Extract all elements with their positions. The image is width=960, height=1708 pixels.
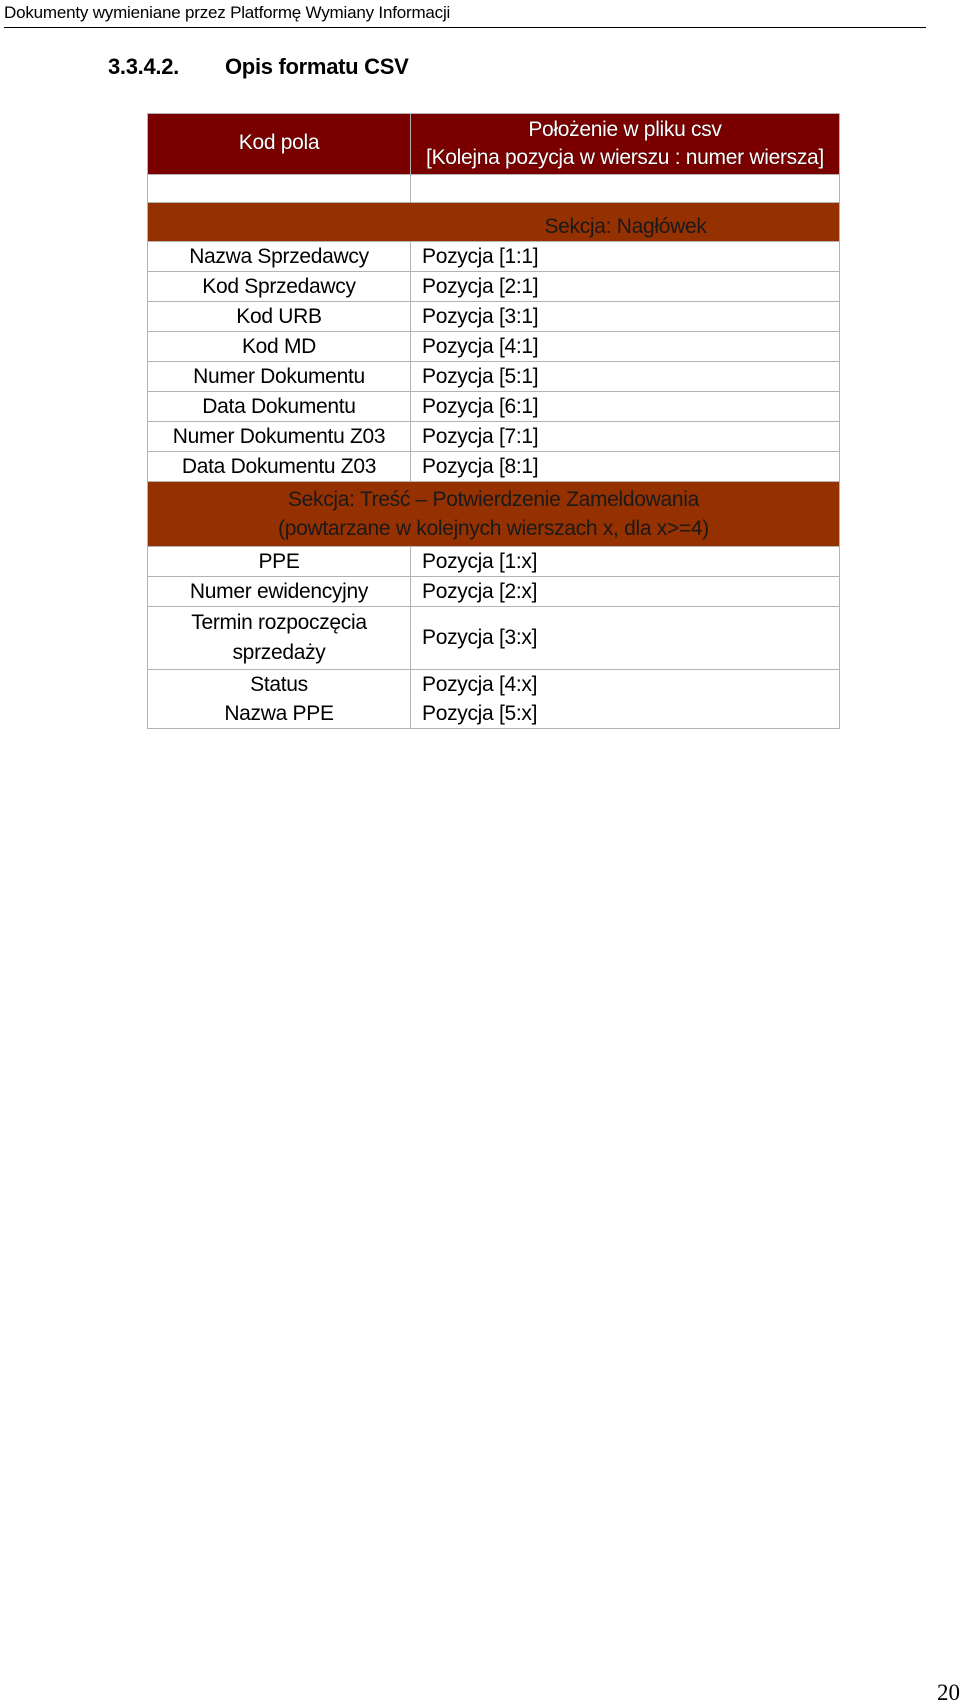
section-label-body (148, 482, 840, 547)
field-code: Numer ewidencyjny (148, 577, 411, 607)
table-row (148, 332, 840, 362)
field-position-line2: Pozycja [5:x] (422, 702, 538, 725)
field-code: Kod MD (148, 332, 411, 362)
table-row (148, 272, 840, 302)
table-row (148, 392, 840, 422)
field-position: Pozycja [2:x] (411, 577, 840, 607)
field-code (148, 607, 411, 670)
table-row (148, 242, 840, 272)
blank-cell (411, 175, 840, 203)
table-header-row (148, 114, 840, 175)
table-row (148, 577, 840, 607)
field-code (148, 670, 411, 729)
section-title: Opis formatu CSV (225, 54, 409, 79)
section-label-body-line2: (powtarzane w kolejnych wierszach x, dla x>=4) (278, 517, 709, 540)
blank-cell (148, 175, 411, 203)
field-position: Pozycja [2:1] (411, 272, 840, 302)
field-code-line1: Termin rozpoczęcia (191, 611, 367, 634)
field-position: Pozycja [6:1] (411, 392, 840, 422)
table-row (148, 302, 840, 332)
table-row (148, 670, 840, 729)
field-position: Pozycja [4:1] (411, 332, 840, 362)
field-position: Pozycja [5:1] (411, 362, 840, 392)
column-header-position (411, 114, 840, 175)
field-code: Numer Dokumentu Z03 (148, 422, 411, 452)
table-row (148, 422, 840, 452)
field-code-line1: Status (250, 673, 308, 696)
table-row (148, 452, 840, 482)
field-code: PPE (148, 547, 411, 577)
section-row-header (148, 203, 840, 242)
field-code-line2: Nazwa PPE (224, 702, 334, 725)
section-label-body-line1: Sekcja: Treść – Potwierdzenie Zameldowania (287, 488, 700, 511)
column-header-code: Kod pola (148, 114, 411, 175)
page-number: 20 (937, 1680, 960, 1705)
field-code: Numer Dokumentu (148, 362, 411, 392)
section-heading (108, 54, 408, 80)
field-code-line2: sprzedaży (232, 641, 326, 664)
csv-format-table (147, 113, 840, 729)
table-row (148, 607, 840, 670)
running-header: Dokumenty wymieniane przez Platformę Wymiany Informacji (4, 2, 926, 28)
field-code: Kod URB (148, 302, 411, 332)
field-position (411, 670, 840, 729)
field-position: Pozycja [7:1] (411, 422, 840, 452)
field-code: Nazwa Sprzedawcy (148, 242, 411, 272)
column-header-position-line1: Położenie w pliku csv (528, 118, 722, 141)
field-position: Pozycja [3:x] (411, 607, 840, 670)
field-code: Kod Sprzedawcy (148, 272, 411, 302)
field-position: Pozycja [3:1] (411, 302, 840, 332)
table-row (148, 547, 840, 577)
table-row (148, 362, 840, 392)
field-code: Data Dokumentu Z03 (148, 452, 411, 482)
field-position: Pozycja [8:1] (411, 452, 840, 482)
field-position: Pozycja [1:1] (411, 242, 840, 272)
blank-row (148, 175, 840, 203)
field-code: Data Dokumentu (148, 392, 411, 422)
section-label-header: Sekcja: Nagłówek (148, 203, 840, 242)
field-position: Pozycja [1:x] (411, 547, 840, 577)
section-row-body (148, 482, 840, 547)
section-number: 3.3.4.2. (108, 54, 179, 79)
field-position-line1: Pozycja [4:x] (422, 673, 538, 696)
column-header-position-line2: [Kolejna pozycja w wierszu : numer wiersza] (426, 146, 824, 169)
